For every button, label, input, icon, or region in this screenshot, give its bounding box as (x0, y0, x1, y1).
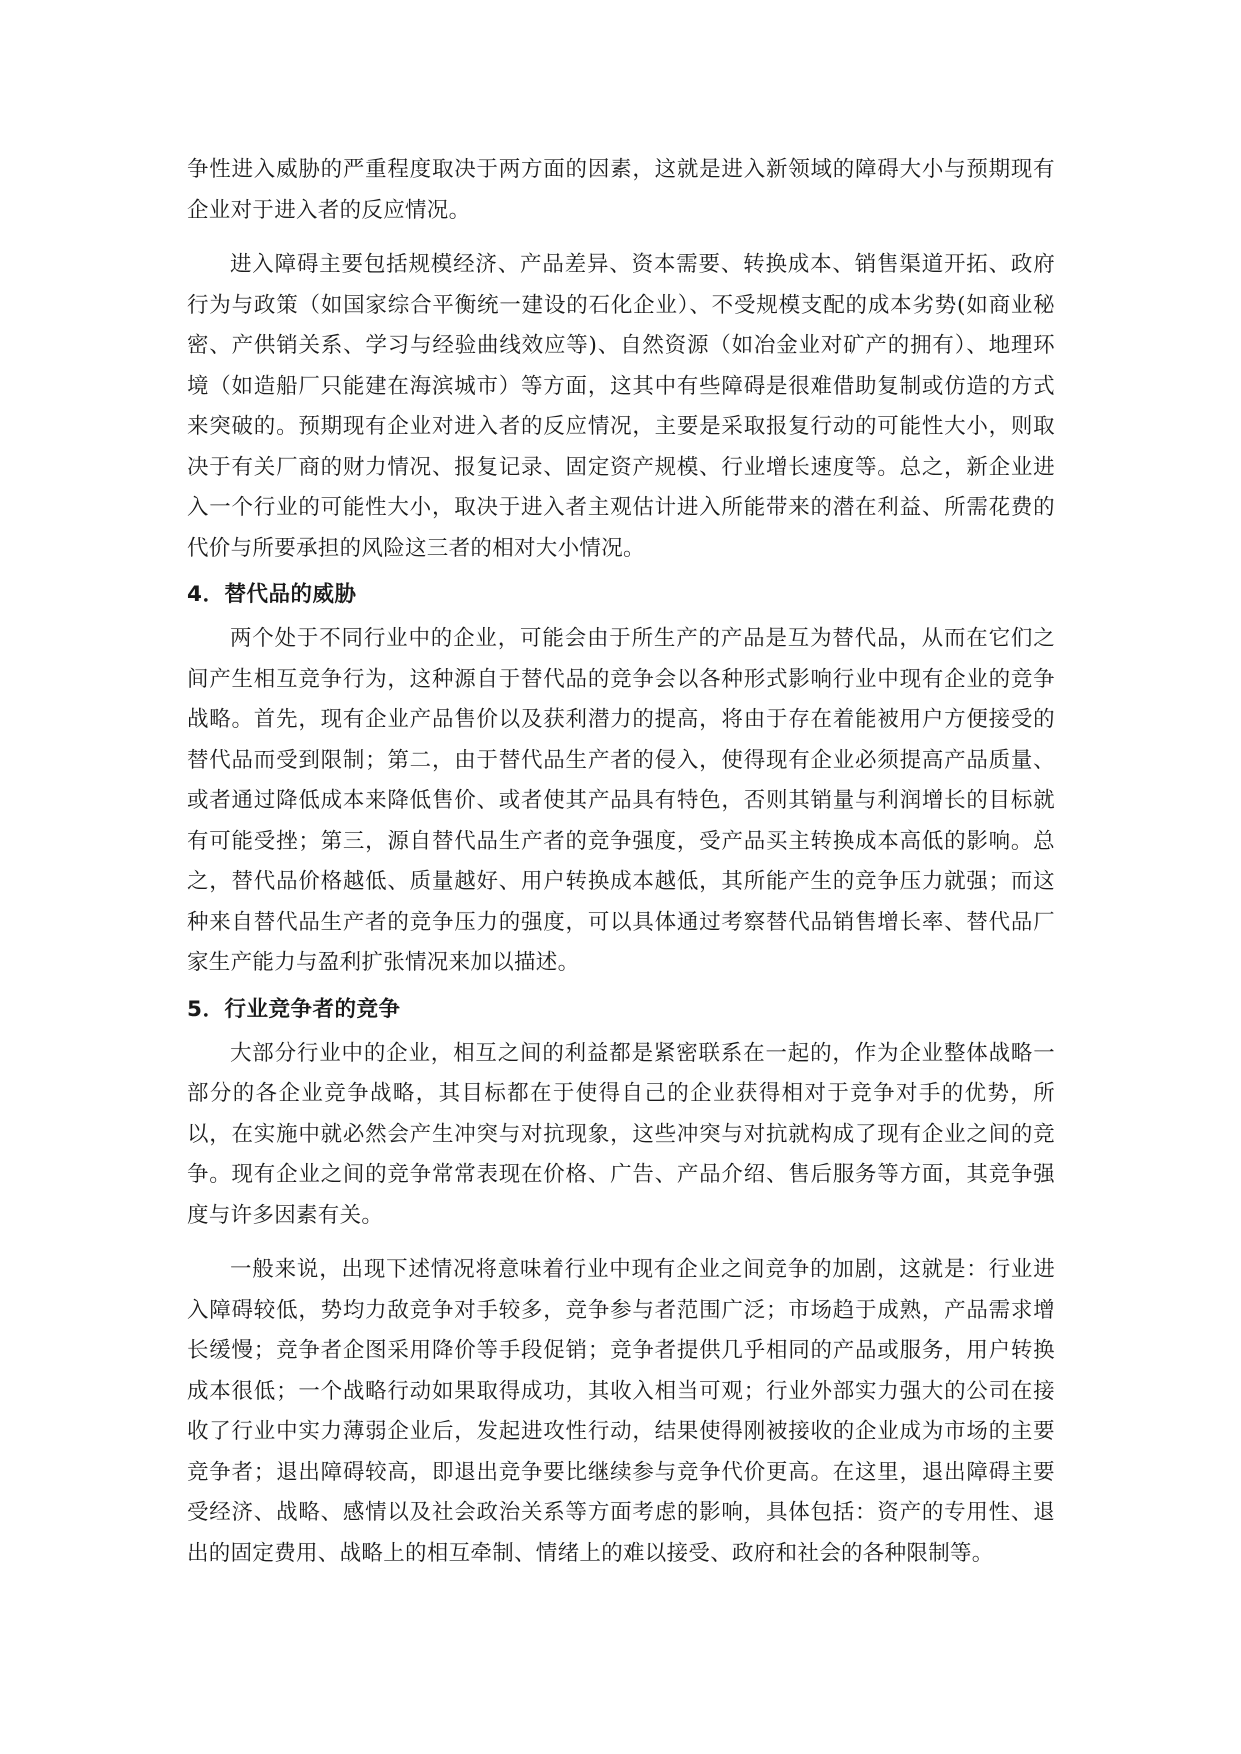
paragraph-substitutes: 两个处于不同行业中的企业，可能会由于所生产的产品是互为替代品，从而在它们之间产生相互竞争行为，这种源自于替代品的竞争会以各种形式影响行业中现有企业的竞争战略。首先，现有企业产品售价以及获利潜力的提高，将由于存在着能被用户方便接受的替代品而受到限制；第二，由于替代品生产者的侵入，使得现有企业必须提高产品质量、或者通过降低成本来降低售价、或者使其产品具有特色，否则其销量与利润增长的目标就有可能受挫；第三，源自替代品生产者的竞争强度，受产品买主转换成本高低的影响。总之，替代品价格越低、质量越好、用户转换成本越低，其所能产生的竞争压力就强；而这种来自替代品生产者的竞争压力的强度，可以具体通过考察替代品销售增长率、替代品厂家生产能力与盈利扩张情况来加以描述。 (187, 626, 1055, 975)
section-heading-rivalry: 5．行业竞争者的竞争 (187, 996, 401, 1022)
section-heading-substitutes: 4．替代品的威胁 (187, 582, 357, 607)
paragraph-spacer (187, 231, 1055, 245)
paragraph-rivalry-intro: 大部分行业中的企业，相互之间的利益都是紧密联系在一起的，作为企业整体战略一部分的各企业竞争战略，其目标都在于使得自己的企业获得相对于竞争对手的优势，所以，在实施中就必然会产生冲突与对抗现象，这些冲突与对抗就构成了现有企业之间的竞争。现有企业之间的竞争常常表现在价格、广告、产品介绍、售后服务等方面，其竞争强度与许多因素有关。 (187, 1040, 1055, 1228)
paragraph-rivalry-factors: 一般来说，出现下述情况将意味着行业中现有企业之间竞争的加剧，这就是：行业进入障碍较低，势均力敌竞争对手较多，竞争参与者范围广泛；市场趋于成熟，产品需求增长缓慢；竞争者企图采用降价等手段促销；竞争者提供几乎相同的产品或服务，用户转换成本很低；一个战略行动如果取得成功，其收入相当可观；行业外部实力强大的公司在接收了行业中实力薄弱企业后，发起进攻性行动，结果使得刚被接收的企业成为市场的主要竞争者；退出障碍较高，即退出竞争要比继续参与竞争代价更高。在这里，退出障碍主要受经济、战略、感情以及社会政治关系等方面考虑的影响，具体包括：资产的专用性、退出的固定费用、战略上的相互牵制、情绪上的难以接受、政府和社会的各种限制等。 (187, 1257, 1055, 1566)
paragraph-spacer (187, 1236, 1055, 1250)
paragraph-entry-barriers: 进入障碍主要包括规模经济、产品差异、资本需要、转换成本、销售渠道开拓、政府行为与政策（如国家综合平衡统一建设的石化企业）、不受规模支配的成本劣势(如商业秘密、产供销关系、学习与经验曲线效应等)、自然资源（如冶金业对矿产的拥有）、地理环境（如造船厂只能建在海滨城市）等方面，这其中有些障碍是很难借助复制或仿造的方式来突破的。预期现有企业对进入者的反应情况，主要是采取报复行动的可能性大小，则取决于有关厂商的财力情况、报复记录、固定资产规模、行业增长速度等。总之，新企业进入一个行业的可能性大小，取决于进入者主观估计进入所能带来的潜在利益、所需花费的代价与所要承担的风险这三者的相对大小情况。 (187, 252, 1055, 561)
paragraph-entry-threat-continued: 争性进入威胁的严重程度取决于两方面的因素，这就是进入新领域的障碍大小与预期现有企业对于进入者的反应情况。 (187, 157, 1055, 223)
document-body (187, 150, 1055, 1574)
